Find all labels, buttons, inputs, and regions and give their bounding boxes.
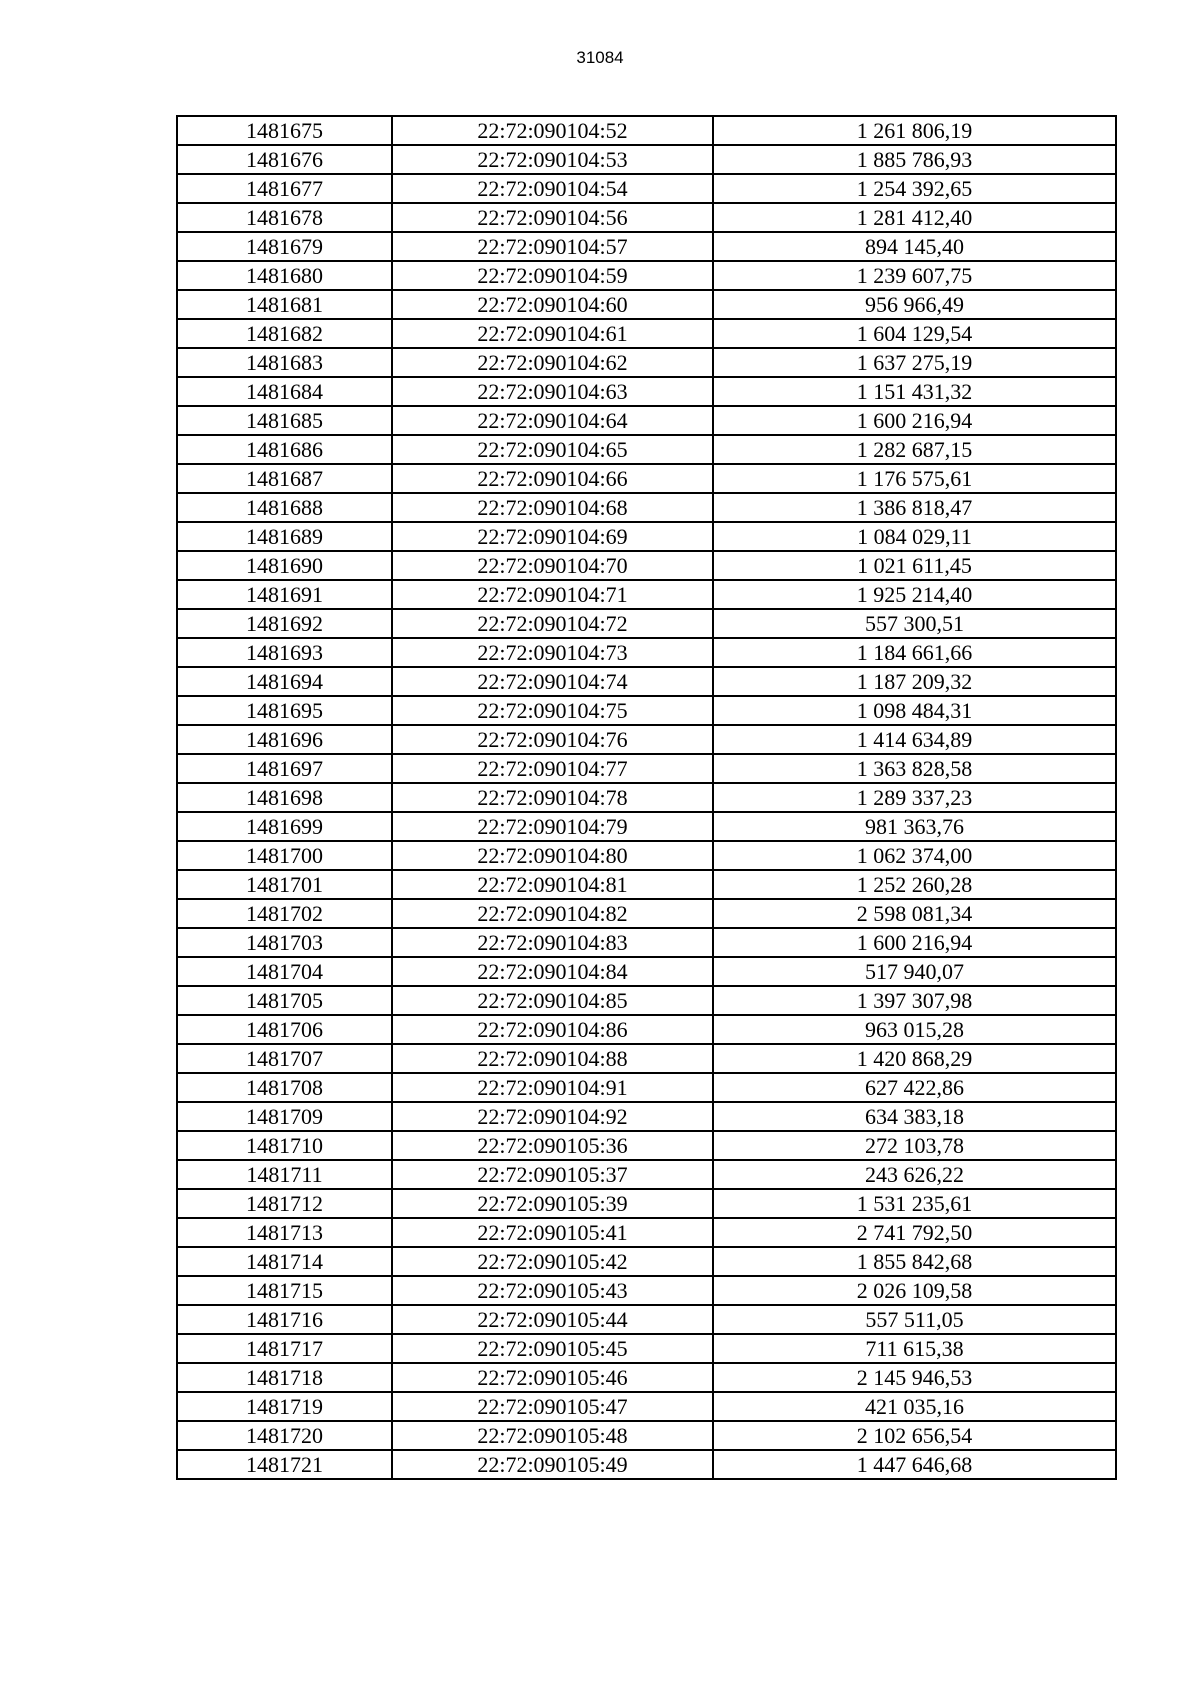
record-number-cell: 1481678 xyxy=(177,203,392,232)
table-row xyxy=(177,1044,1116,1073)
record-number-cell: 1481700 xyxy=(177,841,392,870)
record-number-cell: 1481711 xyxy=(177,1160,392,1189)
value-cell: 557 511,05 xyxy=(713,1305,1116,1334)
value-cell: 1 637 275,19 xyxy=(713,348,1116,377)
cadastral-number-cell: 22:72:090104:57 xyxy=(392,232,713,261)
record-number-cell: 1481697 xyxy=(177,754,392,783)
value-cell: 1 600 216,94 xyxy=(713,928,1116,957)
cadastral-number-cell: 22:72:090104:85 xyxy=(392,986,713,1015)
table-row xyxy=(177,1450,1116,1479)
table-row xyxy=(177,377,1116,406)
record-number-cell: 1481685 xyxy=(177,406,392,435)
cadastral-number-cell: 22:72:090104:92 xyxy=(392,1102,713,1131)
record-number-cell: 1481696 xyxy=(177,725,392,754)
record-number-cell: 1481689 xyxy=(177,522,392,551)
table-row xyxy=(177,1189,1116,1218)
table-row xyxy=(177,1334,1116,1363)
value-cell: 1 855 842,68 xyxy=(713,1247,1116,1276)
cadastral-number-cell: 22:72:090105:45 xyxy=(392,1334,713,1363)
record-number-cell: 1481691 xyxy=(177,580,392,609)
value-cell: 1 098 484,31 xyxy=(713,696,1116,725)
cadastral-number-cell: 22:72:090104:84 xyxy=(392,957,713,986)
record-number-cell: 1481679 xyxy=(177,232,392,261)
cadastral-number-cell: 22:72:090104:54 xyxy=(392,174,713,203)
cadastral-number-cell: 22:72:090105:41 xyxy=(392,1218,713,1247)
cadastral-number-cell: 22:72:090104:65 xyxy=(392,435,713,464)
cadastral-number-cell: 22:72:090104:77 xyxy=(392,754,713,783)
value-cell: 1 187 209,32 xyxy=(713,667,1116,696)
cadastral-number-cell: 22:72:090105:37 xyxy=(392,1160,713,1189)
table-row xyxy=(177,493,1116,522)
value-cell: 634 383,18 xyxy=(713,1102,1116,1131)
cadastral-number-cell: 22:72:090104:70 xyxy=(392,551,713,580)
value-cell: 894 145,40 xyxy=(713,232,1116,261)
table-row xyxy=(177,1363,1116,1392)
cadastral-number-cell: 22:72:090105:49 xyxy=(392,1450,713,1479)
value-cell: 1 252 260,28 xyxy=(713,870,1116,899)
value-cell: 1 604 129,54 xyxy=(713,319,1116,348)
record-number-cell: 1481715 xyxy=(177,1276,392,1305)
record-number-cell: 1481720 xyxy=(177,1421,392,1450)
table-row xyxy=(177,1305,1116,1334)
cadastral-number-cell: 22:72:090105:36 xyxy=(392,1131,713,1160)
table-row xyxy=(177,609,1116,638)
cadastral-number-cell: 22:72:090104:68 xyxy=(392,493,713,522)
value-cell: 1 289 337,23 xyxy=(713,783,1116,812)
record-number-cell: 1481676 xyxy=(177,145,392,174)
table-row xyxy=(177,1015,1116,1044)
cadastral-number-cell: 22:72:090104:66 xyxy=(392,464,713,493)
value-cell: 557 300,51 xyxy=(713,609,1116,638)
table-row xyxy=(177,957,1116,986)
value-cell: 272 103,78 xyxy=(713,1131,1116,1160)
record-number-cell: 1481705 xyxy=(177,986,392,1015)
record-number-cell: 1481710 xyxy=(177,1131,392,1160)
table-row xyxy=(177,1392,1116,1421)
table-row xyxy=(177,580,1116,609)
record-number-cell: 1481714 xyxy=(177,1247,392,1276)
table-row xyxy=(177,116,1116,145)
value-cell: 1 062 374,00 xyxy=(713,841,1116,870)
cadastral-number-cell: 22:72:090104:69 xyxy=(392,522,713,551)
value-cell: 1 254 392,65 xyxy=(713,174,1116,203)
record-number-cell: 1481713 xyxy=(177,1218,392,1247)
table-body xyxy=(177,116,1116,1479)
cadastral-number-cell: 22:72:090104:88 xyxy=(392,1044,713,1073)
record-number-cell: 1481686 xyxy=(177,435,392,464)
cadastral-number-cell: 22:72:090104:79 xyxy=(392,812,713,841)
table-row xyxy=(177,928,1116,957)
value-cell: 2 598 081,34 xyxy=(713,899,1116,928)
table-row xyxy=(177,1131,1116,1160)
record-number-cell: 1481694 xyxy=(177,667,392,696)
cadastral-number-cell: 22:72:090105:47 xyxy=(392,1392,713,1421)
cadastral-number-cell: 22:72:090104:82 xyxy=(392,899,713,928)
record-number-cell: 1481690 xyxy=(177,551,392,580)
record-number-cell: 1481712 xyxy=(177,1189,392,1218)
record-number-cell: 1481677 xyxy=(177,174,392,203)
cadastral-number-cell: 22:72:090105:48 xyxy=(392,1421,713,1450)
page-number: 31084 xyxy=(576,48,624,67)
value-cell: 1 021 611,45 xyxy=(713,551,1116,580)
value-cell: 1 282 687,15 xyxy=(713,435,1116,464)
record-number-cell: 1481721 xyxy=(177,1450,392,1479)
record-number-cell: 1481692 xyxy=(177,609,392,638)
value-cell: 981 363,76 xyxy=(713,812,1116,841)
table-row xyxy=(177,1421,1116,1450)
table-row xyxy=(177,522,1116,551)
record-number-cell: 1481703 xyxy=(177,928,392,957)
table-row xyxy=(177,551,1116,580)
value-cell: 956 966,49 xyxy=(713,290,1116,319)
record-number-cell: 1481681 xyxy=(177,290,392,319)
cadastral-number-cell: 22:72:090104:75 xyxy=(392,696,713,725)
record-number-cell: 1481675 xyxy=(177,116,392,145)
value-cell: 963 015,28 xyxy=(713,1015,1116,1044)
cadastral-number-cell: 22:72:090104:78 xyxy=(392,783,713,812)
record-number-cell: 1481684 xyxy=(177,377,392,406)
cadastral-number-cell: 22:72:090104:72 xyxy=(392,609,713,638)
table-row xyxy=(177,725,1116,754)
value-cell: 1 184 661,66 xyxy=(713,638,1116,667)
table-row xyxy=(177,667,1116,696)
value-cell: 2 102 656,54 xyxy=(713,1421,1116,1450)
value-cell: 2 026 109,58 xyxy=(713,1276,1116,1305)
value-cell: 517 940,07 xyxy=(713,957,1116,986)
table-row xyxy=(177,841,1116,870)
cadastral-number-cell: 22:72:090105:39 xyxy=(392,1189,713,1218)
value-cell: 627 422,86 xyxy=(713,1073,1116,1102)
cadastral-number-cell: 22:72:090104:60 xyxy=(392,290,713,319)
record-number-cell: 1481718 xyxy=(177,1363,392,1392)
record-number-cell: 1481706 xyxy=(177,1015,392,1044)
cadastral-number-cell: 22:72:090104:73 xyxy=(392,638,713,667)
table-row xyxy=(177,754,1116,783)
cadastral-number-cell: 22:72:090104:74 xyxy=(392,667,713,696)
cadastral-number-cell: 22:72:090105:46 xyxy=(392,1363,713,1392)
table-row xyxy=(177,1102,1116,1131)
value-cell: 1 386 818,47 xyxy=(713,493,1116,522)
table-row xyxy=(177,464,1116,493)
record-number-cell: 1481699 xyxy=(177,812,392,841)
cadastral-number-cell: 22:72:090104:81 xyxy=(392,870,713,899)
table-row xyxy=(177,899,1116,928)
table-row xyxy=(177,1247,1116,1276)
record-number-cell: 1481704 xyxy=(177,957,392,986)
table-row xyxy=(177,1276,1116,1305)
value-cell: 1 885 786,93 xyxy=(713,145,1116,174)
cadastral-number-cell: 22:72:090104:80 xyxy=(392,841,713,870)
value-cell: 1 363 828,58 xyxy=(713,754,1116,783)
value-cell: 2 145 946,53 xyxy=(713,1363,1116,1392)
record-number-cell: 1481719 xyxy=(177,1392,392,1421)
value-cell: 1 084 029,11 xyxy=(713,522,1116,551)
cadastral-number-cell: 22:72:090104:76 xyxy=(392,725,713,754)
table-row xyxy=(177,406,1116,435)
table-row xyxy=(177,261,1116,290)
value-cell: 1 397 307,98 xyxy=(713,986,1116,1015)
record-number-cell: 1481709 xyxy=(177,1102,392,1131)
record-number-cell: 1481695 xyxy=(177,696,392,725)
table-row xyxy=(177,986,1116,1015)
value-cell: 243 626,22 xyxy=(713,1160,1116,1189)
record-number-cell: 1481683 xyxy=(177,348,392,377)
data-table xyxy=(176,115,1117,1480)
table-row xyxy=(177,348,1116,377)
cadastral-number-cell: 22:72:090104:56 xyxy=(392,203,713,232)
value-cell: 1 531 235,61 xyxy=(713,1189,1116,1218)
record-number-cell: 1481702 xyxy=(177,899,392,928)
cadastral-number-cell: 22:72:090104:53 xyxy=(392,145,713,174)
table-row xyxy=(177,1073,1116,1102)
record-number-cell: 1481687 xyxy=(177,464,392,493)
value-cell: 1 261 806,19 xyxy=(713,116,1116,145)
cadastral-number-cell: 22:72:090104:63 xyxy=(392,377,713,406)
table-row xyxy=(177,783,1116,812)
record-number-cell: 1481682 xyxy=(177,319,392,348)
table-row xyxy=(177,145,1116,174)
cadastral-number-cell: 22:72:090105:42 xyxy=(392,1247,713,1276)
record-number-cell: 1481717 xyxy=(177,1334,392,1363)
table-row xyxy=(177,1218,1116,1247)
table-row xyxy=(177,638,1116,667)
value-cell: 1 176 575,61 xyxy=(713,464,1116,493)
table-row xyxy=(177,290,1116,319)
record-number-cell: 1481693 xyxy=(177,638,392,667)
cadastral-number-cell: 22:72:090104:59 xyxy=(392,261,713,290)
table-row xyxy=(177,1160,1116,1189)
value-cell: 1 239 607,75 xyxy=(713,261,1116,290)
record-number-cell: 1481716 xyxy=(177,1305,392,1334)
table-row xyxy=(177,812,1116,841)
table-row xyxy=(177,203,1116,232)
cadastral-number-cell: 22:72:090104:86 xyxy=(392,1015,713,1044)
cadastral-number-cell: 22:72:090104:61 xyxy=(392,319,713,348)
cadastral-number-cell: 22:72:090104:71 xyxy=(392,580,713,609)
cadastral-number-cell: 22:72:090104:64 xyxy=(392,406,713,435)
cadastral-number-cell: 22:72:090104:91 xyxy=(392,1073,713,1102)
table-row xyxy=(177,232,1116,261)
record-number-cell: 1481688 xyxy=(177,493,392,522)
value-cell: 1 151 431,32 xyxy=(713,377,1116,406)
cadastral-number-cell: 22:72:090105:44 xyxy=(392,1305,713,1334)
record-number-cell: 1481708 xyxy=(177,1073,392,1102)
value-cell: 1 281 412,40 xyxy=(713,203,1116,232)
table-row xyxy=(177,174,1116,203)
value-cell: 2 741 792,50 xyxy=(713,1218,1116,1247)
table-row xyxy=(177,435,1116,464)
table-row xyxy=(177,319,1116,348)
value-cell: 421 035,16 xyxy=(713,1392,1116,1421)
record-number-cell: 1481680 xyxy=(177,261,392,290)
record-number-cell: 1481701 xyxy=(177,870,392,899)
value-cell: 1 600 216,94 xyxy=(713,406,1116,435)
cadastral-number-cell: 22:72:090104:52 xyxy=(392,116,713,145)
cadastral-number-cell: 22:72:090105:43 xyxy=(392,1276,713,1305)
cadastral-number-cell: 22:72:090104:62 xyxy=(392,348,713,377)
value-cell: 1 925 214,40 xyxy=(713,580,1116,609)
table-row xyxy=(177,870,1116,899)
table-row xyxy=(177,696,1116,725)
record-number-cell: 1481698 xyxy=(177,783,392,812)
value-cell: 1 447 646,68 xyxy=(713,1450,1116,1479)
value-cell: 711 615,38 xyxy=(713,1334,1116,1363)
value-cell: 1 414 634,89 xyxy=(713,725,1116,754)
cadastral-number-cell: 22:72:090104:83 xyxy=(392,928,713,957)
record-number-cell: 1481707 xyxy=(177,1044,392,1073)
value-cell: 1 420 868,29 xyxy=(713,1044,1116,1073)
